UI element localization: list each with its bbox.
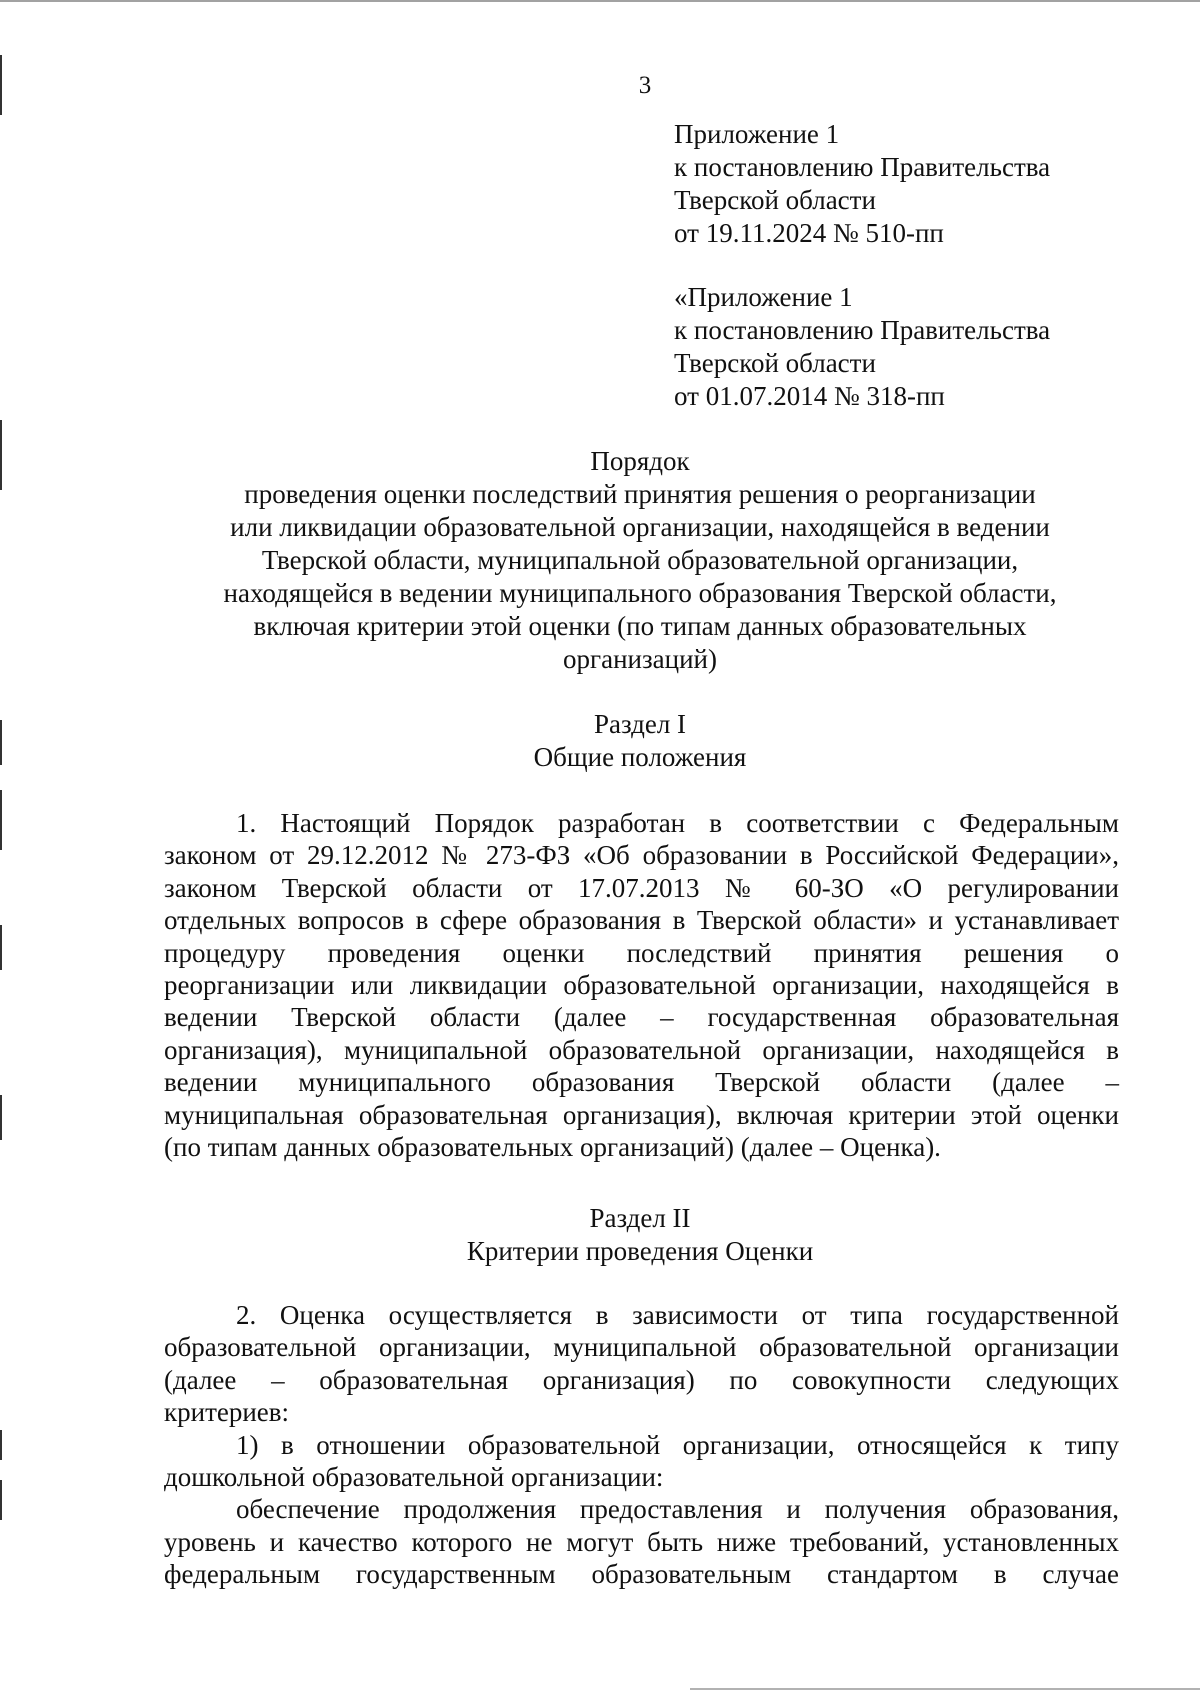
section-number: Раздел II — [589, 1203, 691, 1233]
title-line: Тверской области, муниципальной образовательной организации, — [261, 545, 1019, 575]
appendix-header-original — [674, 281, 1050, 413]
section-title: Критерии проведения Оценки — [466, 1236, 814, 1266]
paragraph-line: отдельных вопросов в сфере образования в Тверской области» и устанавливает — [164, 905, 1119, 936]
title-line: находящейся в ведении муниципального образования Тверской области, — [223, 578, 1057, 608]
paragraph-line: ведении Тверской области (далее – государственная образовательная — [164, 1002, 1119, 1033]
paragraph-line: критериев: — [164, 1397, 290, 1428]
appendix-line: от 01.07.2014 № 318-пп — [674, 381, 945, 411]
paragraph-line: уровень и качество которого не могут быть ниже требований, установленных — [164, 1526, 1119, 1557]
scan-margin-mark — [0, 790, 2, 850]
scan-margin-mark — [0, 925, 2, 970]
paragraph-line: 2. Оценка осуществляется в зависимости от типа государственной — [236, 1300, 1119, 1330]
title-line: включая критерии этой оценки (по типам данных образовательных — [253, 611, 1027, 641]
paragraph-line: муниципальная образовательная организация), включая критерии этой оценки — [164, 1099, 1119, 1130]
paragraph-line: процедуру проведения оценки последствий принятия решения о — [164, 937, 1119, 968]
paragraph-2 — [164, 1299, 1119, 1591]
title-heading: Порядок — [590, 446, 690, 476]
paragraph-line: обеспечение продолжения предоставления и получения образования, — [236, 1494, 1119, 1525]
paragraph-line: (по типам данных образовательных организаций) (далее – Оценка). — [164, 1132, 941, 1163]
paragraph-1 — [164, 807, 1119, 1163]
section-2-heading — [160, 1202, 1120, 1268]
scan-margin-mark — [0, 1480, 2, 1520]
paragraph-line: ведении муниципального образования Тверской области (далее – — [164, 1067, 1119, 1098]
scan-margin-mark — [0, 720, 2, 765]
appendix-line: Тверской области — [674, 185, 876, 215]
paragraph-line: 1. Настоящий Порядок разработан в соответствии с Федеральным — [236, 808, 1119, 838]
appendix-line: «Приложение 1 — [674, 282, 853, 312]
title-line: или ликвидации образовательной организации, находящейся в ведении — [230, 512, 1050, 542]
title-line: проведения оценки последствий принятия решения о реорганизации — [244, 479, 1036, 509]
section-number: Раздел I — [593, 709, 687, 739]
appendix-line: к постановлению Правительства — [674, 315, 1051, 345]
appendix-line: от 19.11.2024 № 510-пп — [674, 218, 944, 248]
document-title — [160, 445, 1120, 676]
paragraph-line: законом от 29.12.2012 № 273-ФЗ «Об образовании в Российской Федерации», — [164, 840, 1119, 871]
appendix-header-current — [674, 118, 1050, 250]
appendix-line: Приложение 1 — [674, 119, 840, 149]
paragraph-line: законом Тверской области от 17.07.2013 № 60-ЗО «О регулировании — [164, 872, 1119, 903]
scan-bottom-rule — [690, 1688, 1200, 1690]
section-1-heading — [160, 708, 1120, 774]
paragraph-line: организация), муниципальной образовательной организации, находящейся в — [164, 1034, 1119, 1065]
scan-margin-mark — [0, 1095, 2, 1140]
paragraph-line: (далее – образовательная организация) по совокупности следующих — [164, 1364, 1119, 1395]
paragraph-line: образовательной организации, муниципальной образовательной организации — [164, 1332, 1119, 1363]
scan-top-rule — [0, 0, 1200, 2]
scan-margin-mark — [0, 420, 2, 490]
paragraph-line: федеральным государственным образовательным стандартом в случае — [164, 1559, 1119, 1590]
appendix-line: Тверской области — [674, 348, 876, 378]
section-title: Общие положения — [533, 742, 747, 772]
list-item-line: дошкольной образовательной организации: — [164, 1462, 664, 1493]
page-number: 3 — [638, 72, 652, 99]
scan-margin-mark — [0, 1430, 2, 1460]
title-line: организаций) — [563, 644, 717, 674]
appendix-line: к постановлению Правительства — [674, 152, 1051, 182]
paragraph-line: реорганизации или ликвидации образовательной организации, находящейся в — [164, 970, 1119, 1001]
list-item-line: 1) в отношении образовательной организации, относящейся к типу — [236, 1429, 1119, 1460]
